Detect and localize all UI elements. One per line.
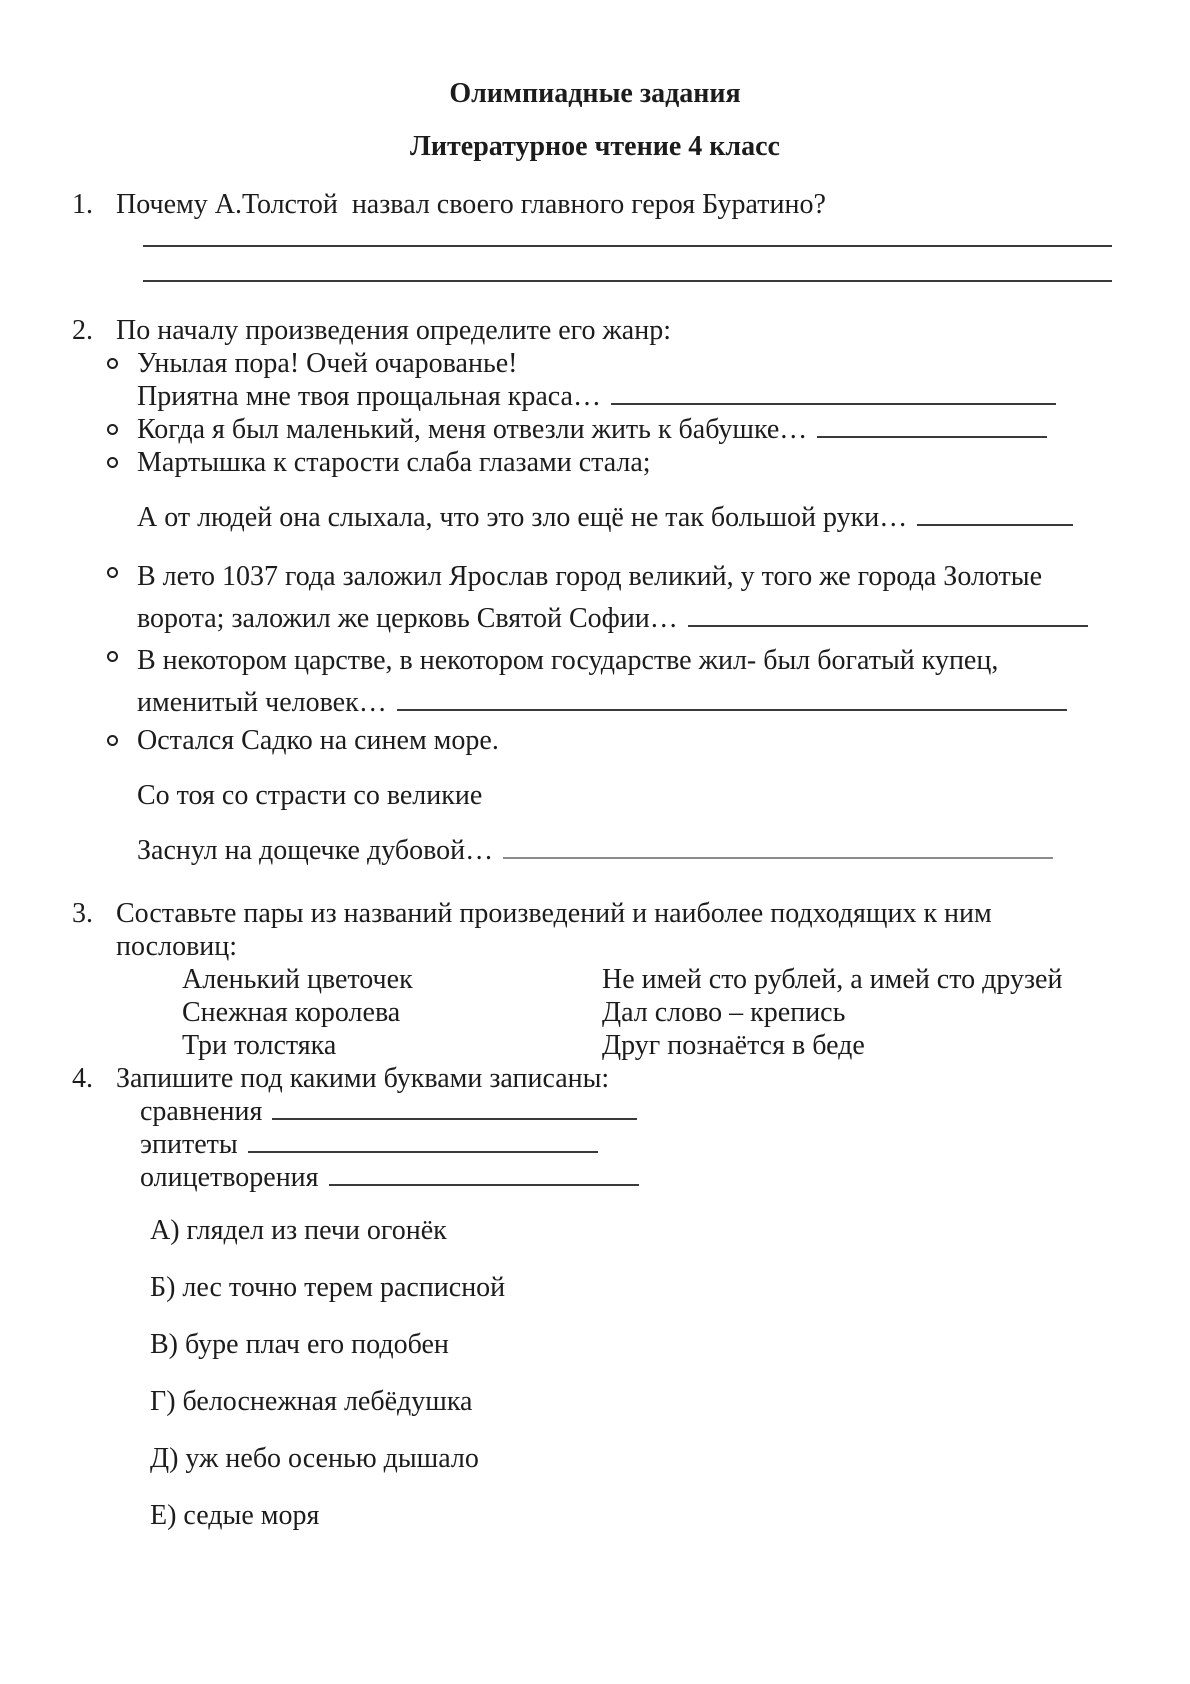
pair-title-text: Три толстяка xyxy=(182,1030,337,1061)
circle-bullet-icon xyxy=(107,567,118,578)
bullet-line xyxy=(137,446,1118,479)
answer-blank-line xyxy=(143,245,1112,247)
bullet-line xyxy=(137,598,1118,640)
option-item: Е) седые моря xyxy=(150,1500,320,1531)
list-item xyxy=(107,724,1118,867)
bullet-line-text: А от людей она слыхала, что это зло ещё не так большой руки… xyxy=(137,502,908,533)
circle-bullet-icon xyxy=(107,457,118,468)
bullet-line xyxy=(137,724,1118,757)
answer-blank-line xyxy=(143,280,1112,282)
option-item: А) глядел из печи огонёк xyxy=(150,1215,447,1246)
bullet-line xyxy=(137,779,1118,812)
question-3-number: 3. xyxy=(72,898,93,929)
pair-title-text: Снежная королева xyxy=(182,997,401,1028)
bullet-item-body xyxy=(137,446,1118,534)
option-item: Г) белоснежная лебёдушка xyxy=(150,1386,473,1417)
bullet-line-text: Со тоя со страсти со великие xyxy=(137,780,483,811)
pair-row xyxy=(182,996,1118,1029)
circle-bullet-icon xyxy=(107,424,118,435)
option-item: Б) лес точно терем расписной xyxy=(150,1272,506,1303)
bullet-item-body xyxy=(137,724,1118,867)
option-item: В) буре плач его подобен xyxy=(150,1329,449,1360)
pair-row xyxy=(182,963,1118,996)
answer-blank-line xyxy=(503,843,1053,859)
question-4-term-blanks xyxy=(140,1095,1118,1194)
list-item xyxy=(107,556,1118,640)
bullet-line xyxy=(137,380,1118,413)
question-1-number: 1. xyxy=(72,189,93,220)
answer-blank-line xyxy=(917,510,1073,526)
question-4-options xyxy=(150,1214,1118,1532)
question-2 xyxy=(72,314,1118,347)
bullet-line-text: Мартышка к старости слаба глазами стала; xyxy=(137,447,651,478)
pair-proverb-text: Дал слово – крепись xyxy=(602,997,846,1028)
bullet-line-text: Остался Садко на синем море. xyxy=(137,725,499,756)
pair-proverb-text: Не имей сто рублей, а имей сто друзей xyxy=(602,964,1063,995)
bullet-line-text: Приятна мне твоя прощальная краса… xyxy=(137,381,601,412)
list-item xyxy=(107,446,1118,534)
bullet-line-text: Унылая пора! Очей очарованье! xyxy=(137,348,518,379)
answer-blank-line xyxy=(272,1104,637,1120)
option-item: Д) уж небо осенью дышало xyxy=(150,1443,479,1474)
question-3-pairs xyxy=(182,963,1118,1062)
term-blank-row xyxy=(140,1095,1118,1128)
bullet-line-text: В некотором царстве, в некотором государстве жил- был богатый купец, xyxy=(137,645,999,676)
circle-bullet-icon xyxy=(107,735,118,746)
bullet-item-body xyxy=(137,347,1118,413)
term-blank-row xyxy=(140,1161,1118,1194)
bullet-line xyxy=(137,347,1118,380)
bullet-item-body xyxy=(137,640,1118,724)
pair-title-text: Аленький цветочек xyxy=(182,964,413,995)
question-3 xyxy=(72,897,1118,963)
question-2-number: 2. xyxy=(72,315,93,346)
bullet-line xyxy=(137,682,1118,724)
bullet-line-text: ворота; заложил же церковь Святой Софии… xyxy=(137,603,678,634)
bullet-line xyxy=(137,501,1118,534)
answer-blank-line xyxy=(688,611,1088,627)
list-item xyxy=(107,347,1118,413)
question-4-number: 4. xyxy=(72,1063,93,1094)
question-3-text: Составьте пары из названий произведений и наиболее подходящих к ним пословиц: xyxy=(116,898,999,962)
bullet-item-body xyxy=(137,413,1118,446)
bullet-line-text: именитый человек… xyxy=(137,687,387,718)
list-item xyxy=(107,413,1118,446)
bullet-line-text: В лето 1037 года заложил Ярослав город великий, у того же города Золотые xyxy=(137,561,1043,592)
term-label: сравнения xyxy=(140,1096,263,1127)
answer-blank-line xyxy=(397,695,1067,711)
bullet-item-body xyxy=(137,556,1118,640)
pair-row xyxy=(182,1029,1118,1062)
question-4-text: Запишите под какими буквами записаны: xyxy=(116,1063,610,1094)
pair-proverb-text: Друг познаётся в беде xyxy=(602,1030,865,1061)
bullet-line xyxy=(137,834,1118,867)
question-2-text: По началу произведения определите его жанр: xyxy=(116,315,671,346)
answer-blank-line xyxy=(611,389,1056,405)
term-label: эпитеты xyxy=(140,1129,238,1160)
answer-blank-line xyxy=(248,1137,598,1153)
bullet-line xyxy=(137,556,1118,598)
answer-blank-line xyxy=(329,1170,639,1186)
bullet-line xyxy=(137,413,1118,446)
document-subtitle: Литературное чтение 4 класс xyxy=(410,131,780,162)
list-item xyxy=(107,640,1118,724)
circle-bullet-icon xyxy=(107,651,118,662)
document-title: Олимпиадные задания xyxy=(449,78,741,109)
answer-blank-line xyxy=(817,422,1047,438)
bullet-line xyxy=(137,640,1118,682)
question-1-text: Почему А.Толстой назвал своего главного героя Буратино? xyxy=(116,189,826,220)
question-2-bullet-list xyxy=(107,347,1118,867)
bullet-line-text: Когда я был маленький, меня отвезли жить к бабушке… xyxy=(137,414,808,445)
term-label: олицетворения xyxy=(140,1162,319,1193)
bullet-line-text: Заснул на дощечке дубовой… xyxy=(137,835,494,866)
question-1 xyxy=(72,188,1118,221)
question-4 xyxy=(72,1062,1118,1095)
term-blank-row xyxy=(140,1128,1118,1161)
question-1-answer-area xyxy=(72,245,1118,282)
circle-bullet-icon xyxy=(107,358,118,369)
